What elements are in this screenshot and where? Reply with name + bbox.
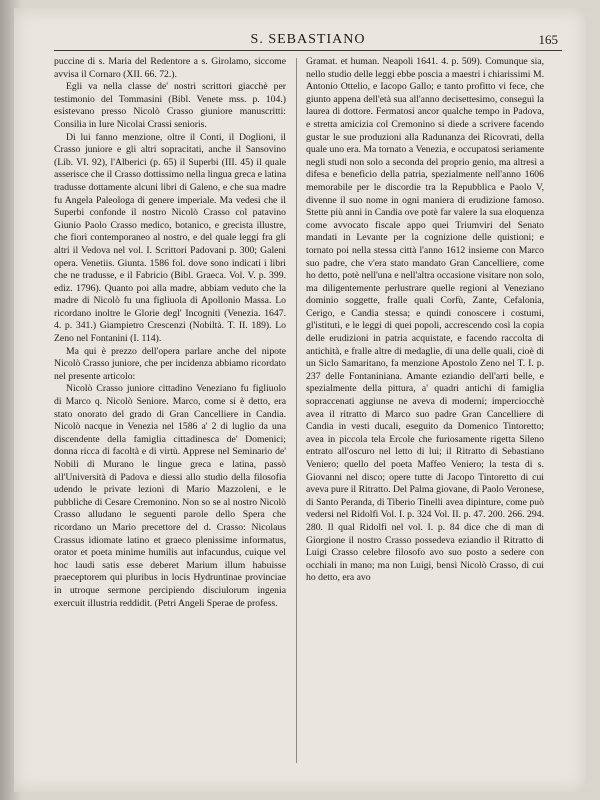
paragraph: Ma qui è prezzo dell'opera parlare anche del nipote Nicolò Crasso juniore, che per incidenza abbiamo ricordato nel presente articolo: — [54, 345, 286, 382]
running-title: S. SEBASTIANO — [250, 32, 366, 47]
left-column — [54, 56, 286, 776]
paragraph: Egli va nella classe de' nostri scrittori giacchè per testimonio del Tommasini (Bibl. Venete mss. p. 104.) esistevano presso Nicolò Crasso giuniore manuscritti: Consilia in Iure Nicolai Crassi senioris. — [54, 81, 286, 130]
column-divider — [296, 58, 297, 763]
page-number: 165 — [538, 32, 558, 47]
paragraph: Gramat. et human. Neapoli 1641. 4. p. 509). Comunque sia, nello studio delle leggi ebbe poscia a maestri i chiarissimi M. Antonio Ottelio, e Iacopo Gallo; e tanto profitto vi fece, che giunto appena dell'età sua all'anno decisettesimo, conseguì la laurea di dottore. Fermatosi ancor qualche tempo in Padova, e stretta amicizia col Cremonino si diede a scrivere facendo gustar le sue produzioni alla Radunanza dei Ricovrati, della quale uno era. Ma tornato a Venezia, e occupatosi seriamente negli studi non solo a seconda del proprio genio, ma altresì a difesa e beneficio della patria, spezialmente nell'anno 1606 memorabile per le discordie tra la Repubblica e Paolo V, divenne il suo nome in ogni maniera di erudizione famoso. Stette più anni in Candia ove potè far valere la sua eloquenza come avvocato fiscale appo quei Triumviri del Senato mandati in Levante per la cognizione delle quistioni; e tornato poi nella stessa città l'anno 1612 insieme con Marco suo padre, che v'era stato mandato Gran Cancelliere, come ho detto, potè nell'una e nell'altra occasione visitare non solo, ma diligentemente perlustrare quelle regioni al Veneziano dominio soggette, fralle quali Corfù, Zante, Cefalonia, Cerigo, e Candia stessa; e quindi conoscere i costumi, gl'istituti, e le leggi di quei popoli, accrescendo così la copia delle erudizioni in patria acquistate, e facendo raccolta di antichità, e fralle altre di medaglie, di una delle quali, cioè di un Siclo Samaritano, fa menzione Apostolo Zeno nel T. I. p. 237 delle Fontaniniana. Amante eziandio dell'arti belle, e spezialmente della pittura, a' quadri antichi di famiglia sopraccenati aggiunse ne aveva di moderni; imperciocchè avea il ritratto di Marco suo padre Gran Cancelliere di Candia in vesti ducali, eseguito da Domenico Tintoretto; avea in piccola tela Ercole che furiosamente rigetta Sileno entrato all'oscuro nel letto di lui; il Ritratto di Sebastiano Veniero; quello del poeta Maffeo Veniero; la testa di s. Giovanni nel disco; opere tutte di Jacopo Tintoretto di cui aveva pure il Ritratto. Del Palma giovane, di Paolo Veronese, di Santo Peranda, di Tiberio Tinelli avea dipinture, come può vedersi nel Ridolfi Vol. I. p. 324 Vol. II. p. 47. 200. 266. 294. 280. Il qual Ridolfi nel vol. I. p. 84 dice che di man di Giorgione il nostro Crasso possedeva eziandio il Ritratto di Luigi Crasso celebre filosofo avo suo posto a sedere con occhiali in mano; ma non Luigi, bensì Nicolò Crasso, di cui ho detto, era avo — [306, 56, 544, 584]
paragraph: Di lui fanno menzione, oltre il Conti, il Doglioni, il Crasso juniore e gli altri sopracitati, anche il Sansovino (Lib. VI. 92), l'Alberici (p. 65) il Superbi (III. 45) il quale asserisce che il Crasso dottissimo nella lingua greca e latina tradusse dottamente alcuni libri di Galeno, e che sua madre fu Angela Paleologa di genere imperiale. Ma vedesi che il Superbi confonde il nostro Nicolò Crasso col patavino Giunio Paolo Crasso medico, botanico, e grecista illustre, che fiorì contemporaneo al nostro, e del quale leggi fra gli altri il Vedova nel vol. I. Scrittori Padovani p. 300; Galeni opera. Venetiis. Giunta. 1586 fol. dove sono indicati i libri che ne tradusse, e il Fabricio (Bibl. Graeca. Vol. V. p. 399. ediz. 1796). Quanto poi alla madre, abbiam veduto che la madre di Nicolò fu una figliuola di Apollonio Massa. Lo ricordano inoltre le Glorie degl' Incogniti (Venezia. 1647. 4. p. 341.) Giampietro Crescenzi (Nobiltà. T. II. 189). Lo Zeno nel Fontanini (I. 114). — [54, 131, 286, 345]
page-header — [54, 32, 562, 51]
right-column — [306, 56, 544, 776]
paragraph: Nicolò Crasso juniore cittadino Veneziano fu figliuolo di Marco q. Nicolò Seniore. Marco, come si è detto, era stato onorato del grado di Gran Cancelliere in Candia. Nicolò nacque in Venezia nel 1586 a' 2 di luglio da una discendente della famiglia cittadinesca de' Domenici; donna ricca di facoltà e di virtù. Apprese nel Seminario de' Nobili di Murano le lingue greca e latina, passò all'Università di Padova e diessi allo studio della filosofia udendo le private lezioni di Mario Mazzoleni, e le pubbliche di Cesare Cremonino. Non so se al nostro Nicolò Crasso alludano le seguenti parole dello Spera che ricordano un Mario precettore del d. Crasso: Nicolaus Crassus idiomate latino et graeco plenissime informatus, orator et poeta minime humilis aut infacundus, cuique vel hoc laudi satis esse deberet Marium illum habuisse praeceptorem qui pluribus in locis Hydruntinae provinciae in utroque sermone percipiendo disciulorum ingenia exercuit illustria reddidit. (Petri Angeli Sperae de profess. — [54, 383, 286, 609]
book-page — [14, 8, 586, 792]
paragraph: puccine di s. Maria del Redentore a s. Girolamo, siccome avvisa il Cornaro (XII. 66. 72.). — [54, 56, 286, 80]
